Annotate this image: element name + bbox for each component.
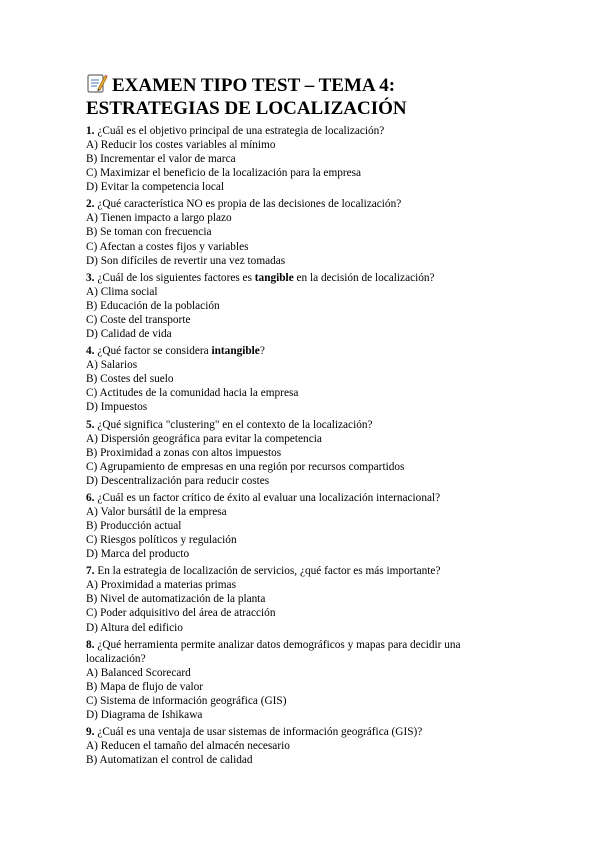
answer-option: B) Proximidad a zonas con altos impuestos (86, 446, 282, 459)
question-number: 8. (86, 638, 95, 651)
answer-option: A) Tienen impacto a largo plazo (86, 212, 232, 225)
question-stem: ¿Cuál es el objetivo principal de una estrategia de localización? (97, 125, 385, 137)
answer-option: A) Clima social (86, 285, 158, 298)
answer-option: B) Mapa de flujo de valor (86, 680, 204, 693)
question-8 (86, 638, 520, 722)
answer-option: B) Automatizan el control de calidad (86, 754, 253, 767)
answer-option: A) Salarios (86, 359, 138, 372)
answer-option: C) Afectan a costes fijos y variables (86, 240, 249, 253)
answer-option: B) Se toman con frecuencia (86, 226, 212, 239)
question-9 (86, 725, 520, 767)
answer-option: C) Poder adquisitivo del área de atracción (86, 607, 276, 620)
title-line-2: ESTRATEGIAS DE LOCALIZACIÓN (86, 98, 407, 119)
question-number: 4. (86, 345, 95, 358)
answer-option: B) Nivel de automatización de la planta (86, 593, 266, 606)
answer-option: C) Riesgos políticos y regulación (86, 534, 237, 547)
question-stem-emphasis: intangible (211, 345, 260, 358)
question-number: 2. (86, 198, 95, 211)
answer-option: D) Diagrama de Ishikawa (86, 708, 203, 721)
answer-option: D) Calidad de vida (86, 328, 172, 341)
question-number: 6. (86, 491, 95, 504)
answer-option: A) Dispersión geográfica para evitar la competencia (86, 432, 322, 445)
question-number: 7. (86, 565, 95, 578)
answer-option: D) Descentralización para reducir costes (86, 474, 270, 487)
question-number: 3. (86, 271, 95, 284)
answer-option: A) Reducir los costes variables al mínimo (86, 139, 276, 151)
question-stem: ¿Qué herramienta permite analizar datos demográficos y mapas para decidir una localización? (86, 638, 461, 665)
question-1 (86, 124, 520, 194)
question-stem: ¿Qué característica NO es propia de las decisiones de localización? (97, 198, 402, 211)
answer-option: C) Sistema de información geográfica (GIS) (86, 694, 287, 707)
question-text (86, 197, 520, 211)
question-number: 5. (86, 418, 95, 431)
question-2 (86, 197, 520, 267)
question-7 (86, 564, 520, 634)
answer-option: D) Altura del edificio (86, 621, 183, 634)
answer-option: B) Costes del suelo (86, 373, 174, 386)
question-3 (86, 271, 520, 341)
question-number: 9. (86, 726, 95, 738)
document-title (86, 72, 520, 120)
question-text (86, 124, 520, 138)
answer-option: D) Evitar la competencia local (86, 181, 225, 194)
question-stem: ¿Cuál es un factor crítico de éxito al evaluar una localización internacional? (97, 491, 441, 504)
question-number: 1. (86, 125, 95, 137)
answer-option: D) Impuestos (86, 401, 148, 414)
question-stem-before: ¿Qué factor se considera (97, 345, 212, 358)
question-text (86, 271, 520, 285)
answer-option: B) Producción actual (86, 519, 182, 532)
question-stem: ¿Qué significa "clustering" en el contexto de la localización? (97, 418, 373, 431)
question-text (86, 418, 520, 432)
answer-option: C) Coste del transporte (86, 313, 191, 326)
question-text (86, 725, 520, 739)
answer-option: A) Valor bursátil de la empresa (86, 505, 227, 518)
question-4 (86, 344, 520, 414)
answer-option: C) Actitudes de la comunidad hacia la empresa (86, 387, 299, 400)
question-stem: En la estrategia de localización de servicios, ¿qué factor es más importante? (97, 565, 441, 578)
answer-option: C) Agrupamiento de empresas en una región por recursos compartidos (86, 460, 405, 473)
question-stem: ¿Cuál es una ventaja de usar sistemas de información geográfica (GIS)? (97, 726, 423, 738)
question-5 (86, 418, 520, 488)
answer-option: D) Marca del producto (86, 548, 190, 561)
answer-option: A) Reducen el tamaño del almacén necesario (86, 740, 290, 752)
question-text (86, 491, 520, 505)
answer-option: B) Incrementar el valor de marca (86, 153, 236, 166)
question-stem-emphasis: tangible (254, 271, 294, 284)
question-text (86, 344, 520, 358)
question-stem-after: en la decisión de localización? (293, 271, 435, 284)
answer-option: C) Maximizar el beneficio de la localización para la empresa (86, 167, 362, 180)
answer-option: A) Proximidad a materias primas (86, 579, 236, 592)
title-line-1 (86, 72, 520, 97)
answer-option: B) Educación de la población (86, 299, 220, 312)
question-6 (86, 491, 520, 561)
question-stem-after: ? (259, 345, 265, 358)
answer-option: D) Son difíciles de revertir una vez tomadas (86, 254, 286, 267)
question-text (86, 564, 520, 578)
title-text-1: EXAMEN TIPO TEST – TEMA 4: (112, 75, 396, 96)
answer-option: A) Balanced Scorecard (86, 666, 191, 679)
question-text (86, 638, 520, 666)
question-stem-before: ¿Cuál de los siguientes factores es (97, 271, 255, 284)
memo-icon (86, 72, 108, 94)
